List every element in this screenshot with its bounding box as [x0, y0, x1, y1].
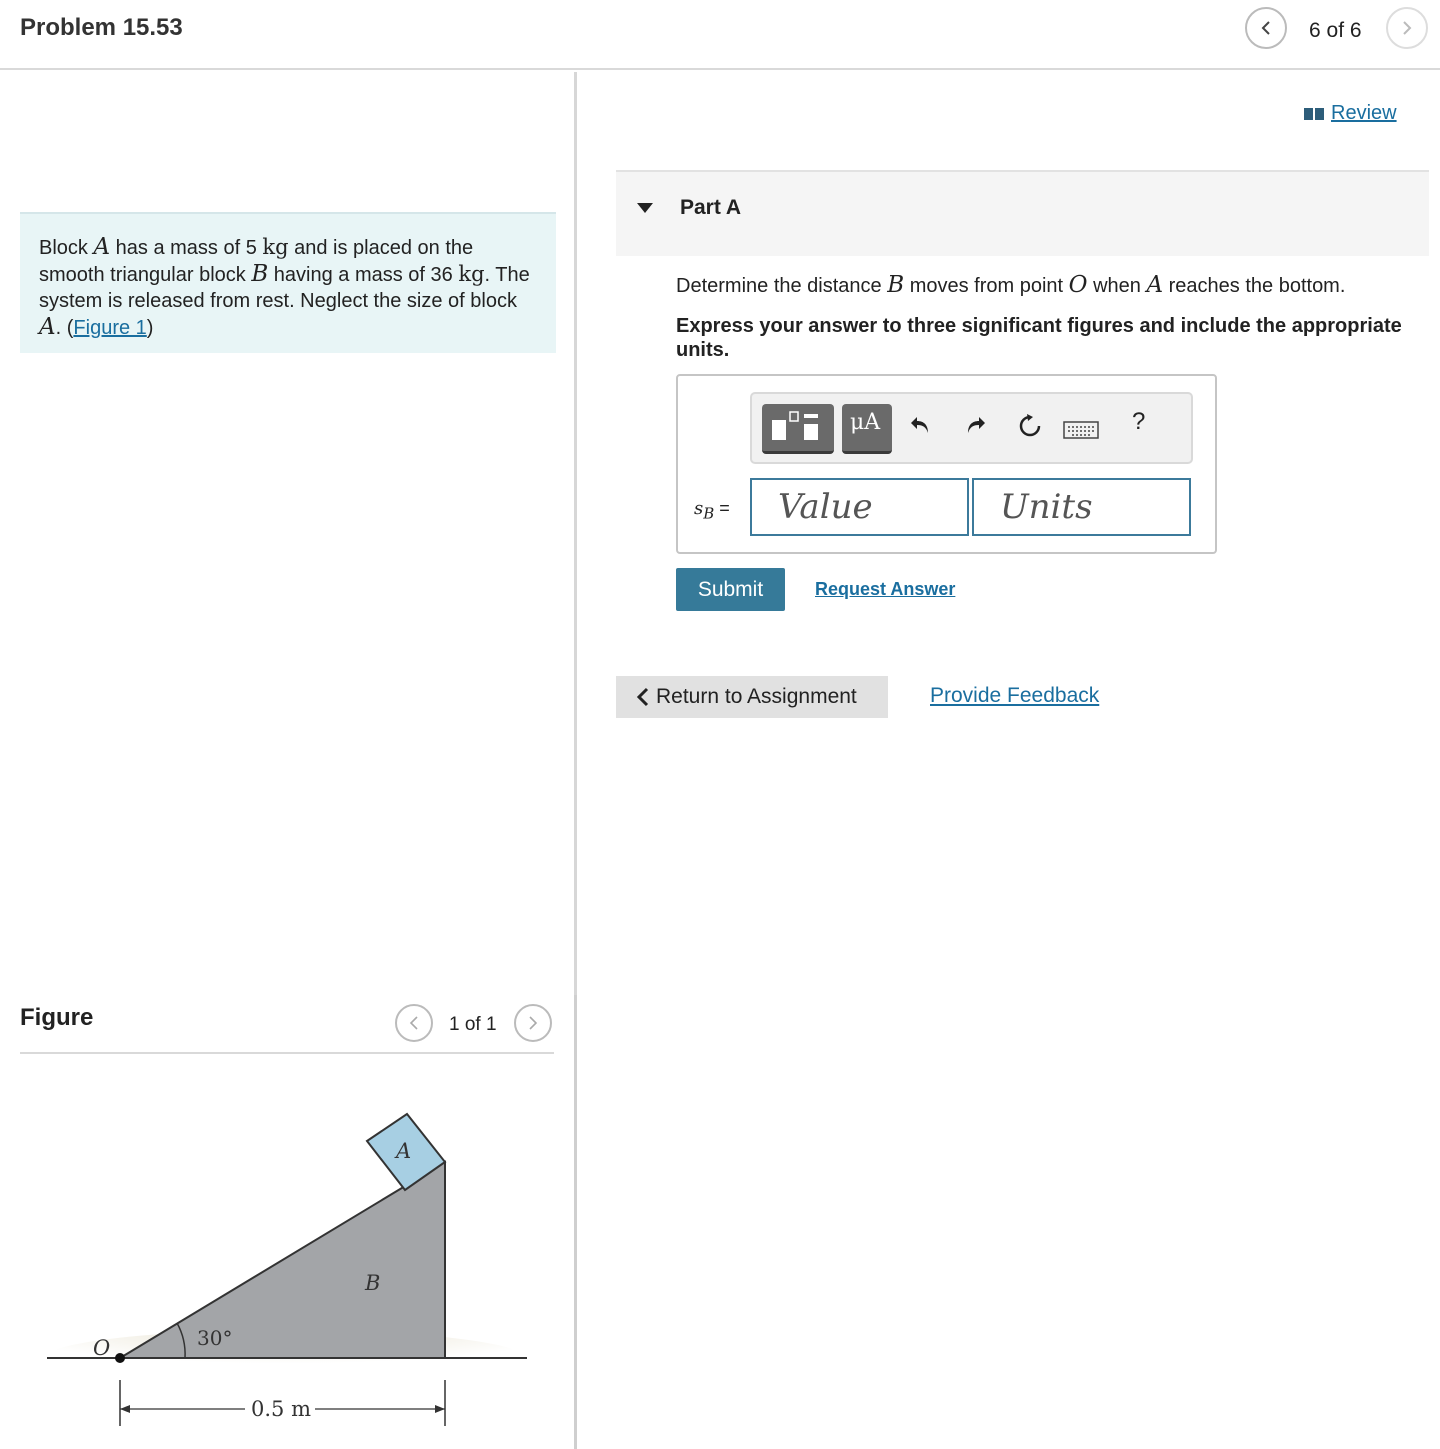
angle-label: 30° [197, 1326, 233, 1350]
panel-divider-lower[interactable] [574, 995, 577, 1449]
units-symbol-button[interactable] [842, 404, 892, 454]
return-label: Return to Assignment [656, 685, 857, 708]
answer-instruction: Express your answer to three significant figures and include the appropriate units. [676, 315, 1402, 361]
undo-icon [908, 413, 932, 437]
label-a: A [396, 1139, 412, 1163]
problem-statement [20, 212, 556, 353]
figure-counter: 1 of 1 [449, 1014, 497, 1035]
keyboard-button[interactable] [1063, 416, 1099, 447]
equals-sign: = [714, 498, 730, 518]
block-b [120, 1162, 445, 1358]
redo-button[interactable] [964, 413, 988, 444]
answer-label [694, 498, 730, 523]
part-title: Part A [680, 196, 742, 219]
return-to-assignment-button[interactable] [616, 676, 888, 718]
var-a: A [93, 234, 111, 260]
value-input[interactable] [752, 480, 967, 534]
chevron-right-icon [525, 1015, 541, 1031]
provide-feedback-link[interactable]: Provide Feedback [930, 684, 1100, 707]
problem-text: has a mass of 5 [110, 237, 263, 259]
question-text [676, 272, 1416, 298]
problem-counter: 6 of 6 [1309, 19, 1362, 42]
var-b: B [887, 272, 905, 298]
dim-arrow-left [120, 1405, 130, 1413]
var-a: A [39, 314, 56, 340]
reset-icon [1017, 413, 1043, 439]
templates-icon [762, 404, 834, 450]
problem-text: having a mass of 36 [268, 264, 459, 286]
var-b: B [251, 261, 269, 287]
chevron-left-icon [406, 1015, 422, 1031]
question-segment: moves from point [904, 275, 1069, 297]
mu-a-icon: μA [850, 410, 881, 435]
problem-text: . The system is released from rest. Neglect the size of block [39, 264, 530, 312]
unit-kg: kg [262, 235, 289, 259]
book-icon [1303, 107, 1325, 121]
var-o: O [1068, 272, 1088, 298]
review-link[interactable] [1303, 102, 1397, 125]
question-segment: Determine the distance [676, 275, 888, 297]
figure-title: Figure [20, 1004, 94, 1031]
var-s: s [694, 498, 704, 519]
label-o: O [93, 1336, 111, 1360]
header [0, 0, 1440, 70]
problem-text: Block [39, 237, 94, 259]
next-problem-button[interactable] [1386, 7, 1428, 49]
var-b-subscript: B [703, 504, 715, 523]
figure-divider [20, 1052, 554, 1054]
submit-button[interactable]: Submit [676, 568, 785, 611]
undo-button[interactable] [908, 413, 932, 444]
help-button[interactable]: ? [1132, 408, 1146, 435]
point-o [115, 1353, 125, 1363]
templates-button[interactable] [762, 404, 834, 454]
next-figure-button[interactable] [514, 1004, 552, 1042]
answer-box [676, 374, 1217, 554]
request-answer-link[interactable]: Request Answer [815, 579, 956, 599]
math-toolbar [750, 392, 1193, 464]
value-field[interactable] [750, 478, 969, 536]
unit-kg: kg [458, 262, 485, 286]
dimension-label: 0.5 m [251, 1397, 311, 1421]
prev-figure-button[interactable] [395, 1004, 433, 1042]
part-a-header[interactable] [616, 170, 1429, 256]
figure-link[interactable]: Figure 1 [73, 317, 147, 339]
prev-problem-button[interactable] [1245, 7, 1287, 49]
label-b: B [365, 1271, 381, 1295]
review-label: Review [1331, 102, 1397, 124]
chevron-left-icon [1258, 20, 1274, 36]
problem-text: . ( [55, 317, 74, 339]
problem-text: ) [146, 317, 154, 339]
dim-arrow-right [435, 1405, 445, 1413]
question-segment: when [1087, 275, 1147, 297]
reset-button[interactable] [1017, 413, 1043, 446]
chevron-left-icon [636, 687, 650, 707]
problem-title: Problem 15.53 [20, 14, 183, 41]
caret-down-icon [637, 203, 653, 213]
figure-diagram [30, 1100, 540, 1440]
chevron-right-icon [1399, 20, 1415, 36]
problem-text: and is placed on the smooth triangular block [39, 237, 474, 286]
units-field[interactable] [972, 478, 1191, 536]
units-input[interactable] [974, 480, 1189, 534]
keyboard-icon [1063, 420, 1099, 440]
redo-icon [964, 413, 988, 437]
var-a: A [1146, 272, 1164, 298]
question-segment: reaches the bottom. [1163, 275, 1346, 297]
